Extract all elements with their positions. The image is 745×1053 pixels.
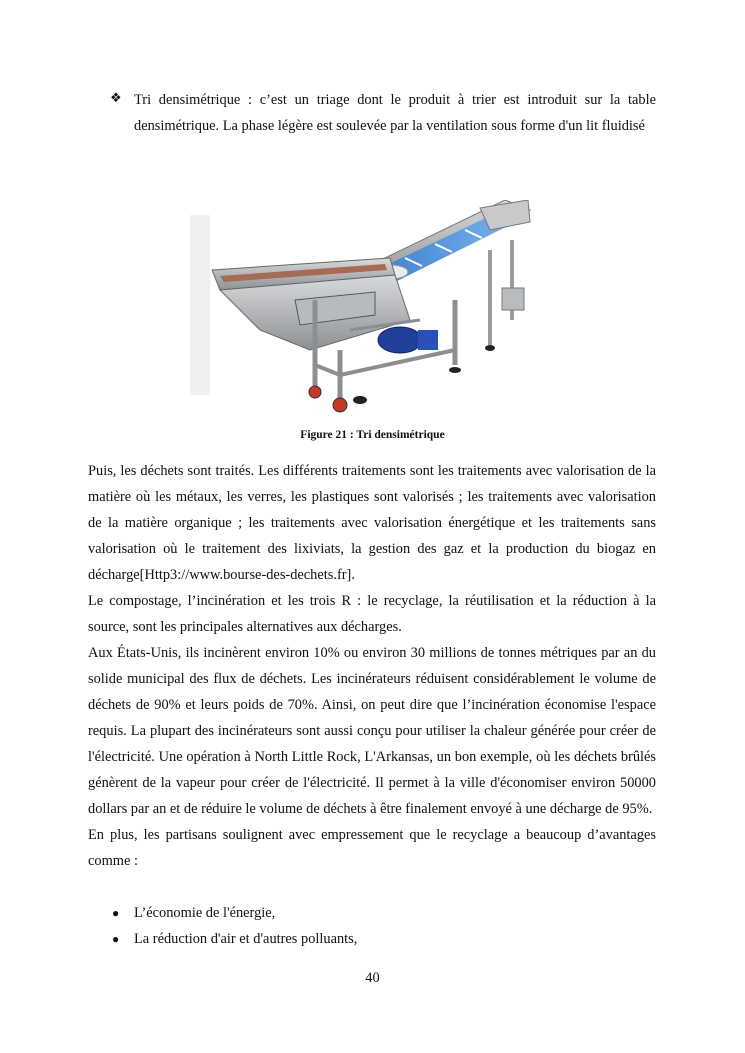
diamond-dots-bullet-icon: ❖ xyxy=(110,90,122,105)
bullet-dot-icon: ● xyxy=(112,906,120,920)
intro-item-text: Tri densimétrique : c’est un triage dont le produit à trier est introduit sur la table densimétrique. La phase légère est soulevée par la ventilation sous forme d'un lit fluidisé xyxy=(134,92,656,134)
list-item xyxy=(110,900,656,926)
figure-image xyxy=(190,200,540,415)
list-item xyxy=(110,926,656,952)
paragraph: En plus, les partisans soulignent avec empressement que le recyclage a beaucoup d’avantages comme : xyxy=(88,827,656,869)
bullet-dot-icon: ● xyxy=(112,932,120,946)
sorting-machine-illustration xyxy=(190,200,540,415)
list-item-text: L’économie de l'énergie, xyxy=(134,905,276,921)
intro-list-item xyxy=(110,87,656,139)
list-item-text: La réduction d'air et d'autres polluants, xyxy=(134,931,358,947)
paragraph: Aux États-Unis, ils incinèrent environ 10% ou environ 30 millions de tonnes métriques par an du solide municipal des flux de déchets. Les incinérateurs réduisent considérablement le volume de déchets de 90% et leurs poids de 70%. Ainsi, on peut dire que l’incinération économise l'espace requis. La plupart des incinérateurs sont aussi conçu pour utiliser la chaleur générée pour créer de l'électricité. Une opération à North Little Rock, L'Arkansas, un bon exemple, où les déchets brûlés génèrent de la vapeur pour créer de l'électricité. Il permet à la ville d'économiser environ 50000 dollars par an et de réduire le volume de déchets à être finalement envoyé à une décharge de 95%. xyxy=(88,645,656,817)
paragraph: Puis, les déchets sont traités. Les différents traitements sont les traitements avec valorisation de la matière où les métaux, les verres, les plastiques sont valorisés ; les traitements avec valorisation de la matière organique ; les traitements avec valorisation énergétique et les traitements sans valorisation où le traitement des lixiviats, la gestion des gaz et la production du biogaz en décharge[Http3://www.bourse-des-dechets.fr]. xyxy=(88,463,656,583)
figure-caption: Figure 21 : Tri densimétrique xyxy=(300,429,445,441)
bullet-list xyxy=(110,900,656,952)
page-number: 40 xyxy=(365,970,380,986)
body-text xyxy=(88,458,656,874)
paragraph: Le compostage, l’incinération et les trois R : le recyclage, la réutilisation et la réduction à la source, sont les principales alternatives aux décharges. xyxy=(88,593,656,635)
